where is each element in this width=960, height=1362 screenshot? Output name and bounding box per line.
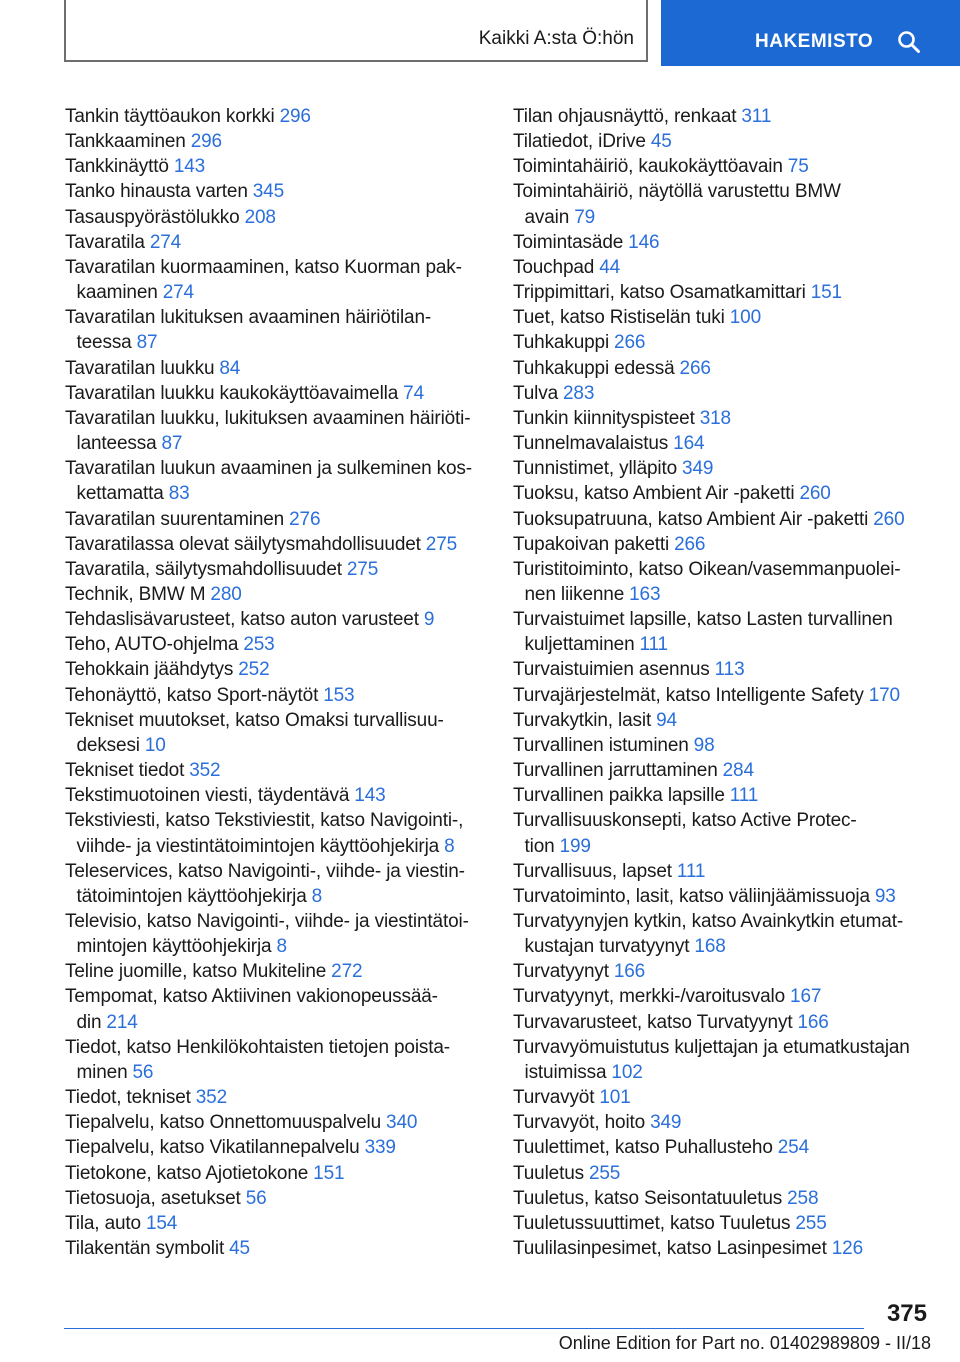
index-entry xyxy=(513,884,928,909)
page-link[interactable]: 272 xyxy=(331,961,363,983)
index-column-right xyxy=(513,104,928,1261)
index-entry-text: Turvallinen jarruttaminen xyxy=(513,760,718,782)
index-entry xyxy=(513,959,928,984)
page-link[interactable]: 266 xyxy=(674,533,706,555)
page-link[interactable]: 56 xyxy=(132,1061,154,1083)
index-entry-text: nen liikenne xyxy=(524,583,625,605)
index-entry xyxy=(513,456,928,481)
page-link[interactable]: 8 xyxy=(444,835,455,857)
page-link[interactable]: 283 xyxy=(563,382,595,404)
index-entry-text: Tuhkakuppi xyxy=(513,332,610,354)
index-entry xyxy=(513,1110,928,1135)
page-link[interactable]: 199 xyxy=(559,835,591,857)
index-entry-text: Tankin täyttöaukon korkki xyxy=(65,106,275,127)
index-entry xyxy=(513,783,928,808)
page-link[interactable]: 352 xyxy=(189,760,221,782)
page-link[interactable]: 10 xyxy=(144,734,166,756)
index-entry xyxy=(513,129,928,154)
page-link[interactable]: 255 xyxy=(795,1212,827,1234)
index-entry-text: lanteessa xyxy=(76,433,157,455)
index-entry xyxy=(513,1085,928,1110)
index-entry-text: Tilan ohjausnäyttö, renkaat xyxy=(513,106,737,127)
index-entry-text: Tavaratilan luukun avaaminen ja sulkeminen kos- xyxy=(65,458,472,480)
index-entry-text: Tehonäyttö, katso Sport-näytöt xyxy=(65,684,319,706)
index-entry xyxy=(513,330,928,355)
index-entry-text: Teleservices, katso Navigointi-, viihde- ja viestin- xyxy=(65,860,465,882)
index-entry-text: Toimintahäiriö, kaukokäyttöavain xyxy=(513,156,783,178)
footer-edition: Online Edition for Part no. 01402989809 - II/18 xyxy=(558,1333,931,1353)
index-entry xyxy=(513,179,928,229)
index-entry-text: Tuuletussuuttimet, katso Tuuletus xyxy=(513,1212,791,1234)
index-entry xyxy=(513,230,928,255)
index-entry xyxy=(65,1211,480,1236)
index-entry xyxy=(65,154,480,179)
index-tab-label: HAKEMISTO xyxy=(755,31,874,52)
page-link[interactable]: 146 xyxy=(628,231,660,253)
index-entry xyxy=(65,129,480,154)
page-link[interactable]: 151 xyxy=(810,282,842,304)
index-entry xyxy=(513,708,928,733)
index-entry xyxy=(513,406,928,431)
index-entry-text: Tavaratilan lukituksen avaaminen häiriötilan- xyxy=(65,307,432,329)
index-entry-text: Turvallinen paikka lapsille xyxy=(513,785,725,807)
page-link[interactable]: 126 xyxy=(831,1238,863,1260)
index-entry xyxy=(513,381,928,406)
index-entry-text: Toimintasäde xyxy=(513,231,624,253)
index-entry-text: Turvatoiminto, lasit, katso väliinjäämissuoja xyxy=(513,885,870,907)
index-entry-text: Technik, BMW M xyxy=(65,583,206,605)
index-entry xyxy=(65,406,480,456)
index-entry xyxy=(513,909,928,959)
index-entry-text: Tunkin kiinnityspisteet xyxy=(513,407,695,429)
page-link[interactable]: 45 xyxy=(650,131,672,153)
index-entry-text: Tekniset muutokset, katso Omaksi turvallisuu- xyxy=(65,709,444,731)
index-entry-text: kettamatta xyxy=(76,483,164,505)
page-link[interactable]: 255 xyxy=(588,1162,621,1184)
index-entry xyxy=(513,1035,928,1085)
page-link[interactable]: 166 xyxy=(613,961,646,983)
index-entry-text: din xyxy=(76,1011,102,1033)
index-entry-text: Tiepalvelu, katso Onnettomuuspalvelu xyxy=(65,1112,382,1134)
page-link[interactable]: 345 xyxy=(252,181,285,203)
index-entry xyxy=(65,909,480,959)
page-link[interactable]: 111 xyxy=(676,860,706,882)
index-entry-text: Tehokkain jäähdytys xyxy=(65,659,234,681)
page-link[interactable]: 79 xyxy=(574,206,596,228)
index-entry xyxy=(513,1010,928,1035)
index-entry-text: Tuet, katso Ristiselän tuki xyxy=(513,307,725,329)
index-entry xyxy=(65,1110,480,1135)
page-link[interactable]: 44 xyxy=(599,256,621,278)
index-entry-text: Tavaratilassa olevat säilytysmahdollisuudet xyxy=(65,533,421,555)
index-entry-text: Tupakoivan paketti xyxy=(513,533,670,555)
page-link[interactable]: 166 xyxy=(797,1011,829,1033)
page-link[interactable]: 260 xyxy=(873,508,905,530)
page-link[interactable]: 8 xyxy=(311,885,323,907)
index-entry xyxy=(65,230,480,255)
index-entry-text: teessa xyxy=(76,332,132,354)
breadcrumb-tab[interactable] xyxy=(64,0,648,62)
page-link[interactable]: 274 xyxy=(149,231,182,253)
index-entry-text: Turvakytkin, lasit xyxy=(513,709,652,731)
index-entry xyxy=(513,305,928,330)
page-link[interactable]: 143 xyxy=(173,156,206,178)
index-entry xyxy=(513,984,928,1009)
index-entry xyxy=(65,683,480,708)
index-entry-text: istuimissa xyxy=(524,1061,607,1083)
page-link[interactable]: 214 xyxy=(106,1011,138,1033)
index-entry-text: tion xyxy=(524,835,555,857)
index-entry-text: Tuuletus xyxy=(513,1162,584,1184)
page-link[interactable]: 253 xyxy=(243,634,275,656)
page-link[interactable]: 266 xyxy=(614,332,646,354)
index-entry xyxy=(513,1186,928,1211)
index-entry xyxy=(65,1085,480,1110)
index-entry xyxy=(513,1236,928,1261)
index-entry xyxy=(65,1161,480,1186)
index-entry xyxy=(513,481,928,506)
index-entry-text: viihde- ja viestintätoimintojen käyttöohjekirja xyxy=(76,835,440,857)
index-entry-text: Turistitoiminto, katso Oikean/vasemmanpuolei- xyxy=(513,558,901,580)
index-entry-text: Tasauspyörästölukko xyxy=(65,206,240,228)
index-entry xyxy=(65,708,480,758)
index-entry-text: Touchpad xyxy=(513,256,595,278)
index-entry xyxy=(65,205,480,230)
page-link[interactable]: 252 xyxy=(238,659,270,681)
index-entry-text: Tulva xyxy=(513,382,559,404)
index-entry-text: Tuhkakuppi edessä xyxy=(513,357,675,379)
page-link[interactable]: 83 xyxy=(168,483,190,505)
index-entry xyxy=(65,1236,480,1261)
index-entry-text: Tavaratila, säilytysmahdollisuudet xyxy=(65,558,342,580)
index-entry xyxy=(513,607,928,657)
index-entry xyxy=(513,356,928,381)
index-entry xyxy=(65,783,480,808)
index-entry-text: Tuulilasinpesimet, katso Lasinpesimet xyxy=(513,1238,827,1260)
index-entry-text: Turvaistuimet lapsille, katso Lasten turvallinen xyxy=(513,609,893,631)
index-entry xyxy=(513,683,928,708)
page-link[interactable]: 296 xyxy=(279,106,311,127)
index-entry-text: Tekstiviesti, katso Tekstiviestit, katso Navigointi-, xyxy=(65,810,464,832)
index-entry xyxy=(65,808,480,858)
index-entry xyxy=(65,758,480,783)
index-entry-text: minen xyxy=(76,1061,128,1083)
page-link[interactable]: 111 xyxy=(639,634,668,656)
page-header xyxy=(0,0,960,66)
page-link[interactable]: 113 xyxy=(714,659,745,681)
index-entry-text: Tietosuoja, asetukset xyxy=(65,1187,241,1209)
index-entry-text: Tila, auto xyxy=(65,1212,141,1234)
index-entry-text: Tuuletus, katso Seisontatuuletus xyxy=(513,1187,783,1209)
index-entry-text: kaaminen xyxy=(76,282,158,304)
breadcrumb-label: Kaikki A:sta Ö:hön xyxy=(478,28,634,49)
index-entry-text: Turvallisuus, lapset xyxy=(513,860,672,882)
index-entry-text: Turvatyynyt, merkki-/varoitusvalo xyxy=(513,986,786,1008)
index-entry xyxy=(65,532,480,557)
page-link[interactable]: 98 xyxy=(693,734,715,756)
index-entry-text: kuljettaminen xyxy=(524,634,635,656)
index-entry xyxy=(65,507,480,532)
index-entry xyxy=(513,1135,928,1160)
index-entry xyxy=(65,1035,480,1085)
page-link[interactable]: 168 xyxy=(694,936,726,958)
index-entry xyxy=(513,431,928,456)
index-entry-text: Turvatyynyt xyxy=(513,961,609,983)
index-entry-text: avain xyxy=(524,206,570,228)
index-entry-text: Tiedot, tekniset xyxy=(65,1087,191,1109)
index-entry-text: Turvavyöt xyxy=(513,1087,595,1109)
page-link[interactable]: 311 xyxy=(741,106,772,127)
index-entry-text: Tunnistimet, ylläpito xyxy=(513,458,678,480)
page-link[interactable]: 260 xyxy=(799,483,831,505)
index-entry-text: Tiepalvelu, katso Vikatilannepalvelu xyxy=(65,1137,360,1159)
index-entry-text: Teho, AUTO-ohjelma xyxy=(65,634,239,656)
index-entry-text: Tehdaslisävarusteet, katso auton varusteet xyxy=(65,609,419,631)
index-entry-text: Tavaratilan luukku xyxy=(65,357,215,379)
index-entry-text: Tilakentän symbolit xyxy=(65,1238,225,1260)
page-link[interactable]: 100 xyxy=(729,307,761,329)
index-entry xyxy=(65,959,480,984)
index-entry xyxy=(65,255,480,305)
index-entry xyxy=(65,632,480,657)
index-entry xyxy=(65,356,480,381)
index-entry xyxy=(513,657,928,682)
index-entry-text: Tekstimuotoinen viesti, täydentävä xyxy=(65,785,350,807)
page-link[interactable]: 87 xyxy=(136,332,158,354)
index-entry xyxy=(65,1135,480,1160)
index-entry xyxy=(513,104,928,129)
index-entry-text: Turvaistuimien asennus xyxy=(513,659,710,681)
index-entry xyxy=(65,984,480,1034)
index-entry xyxy=(65,179,480,204)
index-entry-text: Tankkinäyttö xyxy=(65,156,169,178)
index-entry xyxy=(513,758,928,783)
index-entry-text: Tuoksupatruuna, katso Ambient Air -paketti xyxy=(513,508,869,530)
index-entry-text: Tuoksu, katso Ambient Air -paketti xyxy=(513,483,795,505)
page-link[interactable]: 45 xyxy=(229,1238,250,1260)
index-tab[interactable] xyxy=(661,0,960,66)
index-entry-text: Turvavyöt, hoito xyxy=(513,1112,646,1134)
index-entry-text: Tiedot, katso Henkilökohtaisten tietojen poista- xyxy=(65,1036,450,1058)
index-entry-text: tätoimintojen käyttöohjekirja xyxy=(76,885,307,907)
index-entry-text: Tilatiedot, iDrive xyxy=(513,131,646,153)
page-link[interactable]: 102 xyxy=(611,1061,643,1083)
page-link[interactable]: 284 xyxy=(722,760,754,782)
index-entry xyxy=(65,607,480,632)
index-entry-text: deksesi xyxy=(76,734,140,756)
index-entry xyxy=(65,456,480,506)
page-link[interactable]: 208 xyxy=(244,206,276,228)
index-entry xyxy=(513,532,928,557)
page-link[interactable]: 9 xyxy=(423,609,435,631)
page-link[interactable]: 74 xyxy=(403,382,425,404)
index-entry xyxy=(65,859,480,909)
page-link[interactable]: 111 xyxy=(729,785,759,807)
index-entry-text: Toimintahäiriö, näytöllä varustettu BMW xyxy=(513,181,841,203)
index-column-left xyxy=(65,104,480,1261)
index-entry-text: Televisio, katso Navigointi-, viihde- ja viestintätoi- xyxy=(65,911,469,932)
page-link[interactable]: 94 xyxy=(656,709,677,731)
index-entry xyxy=(65,1186,480,1211)
page-link[interactable]: 280 xyxy=(210,583,242,605)
index-entry-text: Tanko hinausta varten xyxy=(65,181,248,203)
page-link[interactable]: 352 xyxy=(195,1087,228,1109)
index-entry-text: Tekniset tiedot xyxy=(65,760,185,782)
page-link[interactable]: 84 xyxy=(219,357,241,379)
index-entry xyxy=(65,381,480,406)
page-link[interactable]: 163 xyxy=(629,583,661,605)
page-link[interactable]: 266 xyxy=(679,357,711,379)
page-link[interactable]: 276 xyxy=(289,508,321,530)
page-number: 375 xyxy=(886,1300,927,1327)
index-entry-text: Turvallisuuskonsepti, katso Active Protec- xyxy=(513,810,857,832)
index-entry-text: Turvallinen istuminen xyxy=(513,734,689,756)
page-link[interactable]: 56 xyxy=(245,1187,267,1209)
page-link[interactable]: 8 xyxy=(276,936,287,958)
index-entry-text: Turvavarusteet, katso Turvatyynyt xyxy=(513,1011,793,1033)
page-link[interactable]: 275 xyxy=(346,558,379,580)
page-link[interactable]: 275 xyxy=(425,533,458,555)
page-link[interactable]: 170 xyxy=(868,684,900,706)
search-icon xyxy=(897,30,921,54)
index-entry-text: Tavaratilan kuormaaminen, katso Kuorman pak- xyxy=(65,256,462,278)
index-entry xyxy=(513,1161,928,1186)
page-link[interactable]: 339 xyxy=(364,1137,396,1159)
index-entry xyxy=(513,1211,928,1236)
page-link[interactable]: 167 xyxy=(790,986,822,1008)
index-entry-text: Turvajärjestelmät, katso Intelligente Safety xyxy=(513,684,864,706)
page-link[interactable]: 274 xyxy=(162,282,194,304)
index-entry xyxy=(513,733,928,758)
index-entry xyxy=(513,557,928,607)
page-link[interactable]: 296 xyxy=(190,131,222,153)
index-entry xyxy=(513,255,928,280)
index-entry xyxy=(65,657,480,682)
index-entry-text: Tavaratilan luukku kaukokäyttöavaimella xyxy=(65,382,399,404)
page-link[interactable]: 151 xyxy=(313,1162,345,1184)
page-link[interactable]: 87 xyxy=(161,433,183,455)
footer-divider xyxy=(64,1328,864,1329)
page-link[interactable]: 349 xyxy=(650,1112,682,1134)
page-link[interactable]: 75 xyxy=(787,156,809,178)
page-link[interactable]: 93 xyxy=(874,885,896,907)
index-entry xyxy=(65,305,480,355)
index-entry-text: Trippimittari, katso Osamatkamittari xyxy=(513,282,806,304)
index-entry-text: Teline juomille, katso Mukiteline xyxy=(65,961,327,983)
index-entry-text: Tuulettimet, katso Puhallusteho xyxy=(513,1137,773,1159)
index-entry-text: Tietokone, katso Ajotietokone xyxy=(65,1162,309,1184)
page-link[interactable]: 340 xyxy=(386,1112,418,1134)
index-entry-text: mintojen käyttöohjekirja xyxy=(76,936,272,958)
index-entry xyxy=(65,104,480,129)
page-link[interactable]: 154 xyxy=(145,1212,178,1234)
index-entry xyxy=(513,859,928,884)
page-link[interactable]: 143 xyxy=(354,785,386,807)
page-link[interactable]: 153 xyxy=(323,684,355,706)
page-link[interactable]: 101 xyxy=(599,1087,631,1109)
index-entry xyxy=(513,154,928,179)
page-link[interactable]: 258 xyxy=(787,1187,819,1209)
page-link[interactable]: 318 xyxy=(699,407,731,429)
index-entry xyxy=(513,808,928,858)
index-entry xyxy=(65,557,480,582)
index-entry-text: Tavaratilan luukku, lukituksen avaaminen häiriöti- xyxy=(65,407,471,429)
page-link[interactable]: 164 xyxy=(673,433,705,455)
index-entry-text: Tavaratila xyxy=(65,231,145,253)
index-entry-text: Turvavyömuistutus kuljettajan ja etumatkustajan xyxy=(513,1036,910,1058)
index-entry xyxy=(513,507,928,532)
index-entry xyxy=(513,280,928,305)
index-entry-text: kustajan turvatyynyt xyxy=(524,936,690,958)
page-link[interactable]: 254 xyxy=(777,1137,810,1159)
page-link[interactable]: 349 xyxy=(682,458,714,480)
index-entry-text: Tunnelmavalaistus xyxy=(513,433,669,455)
index-entry-text: Tavaratilan suurentaminen xyxy=(65,508,285,530)
index-entry-text: Tankkaaminen xyxy=(65,131,186,153)
index-entry xyxy=(65,582,480,607)
index-entry-text: Turvatyynyjen kytkin, katso Avainkytkin etumat- xyxy=(513,911,904,932)
index-entry-text: Tempomat, katso Aktiivinen vakionopeussää- xyxy=(65,986,438,1008)
